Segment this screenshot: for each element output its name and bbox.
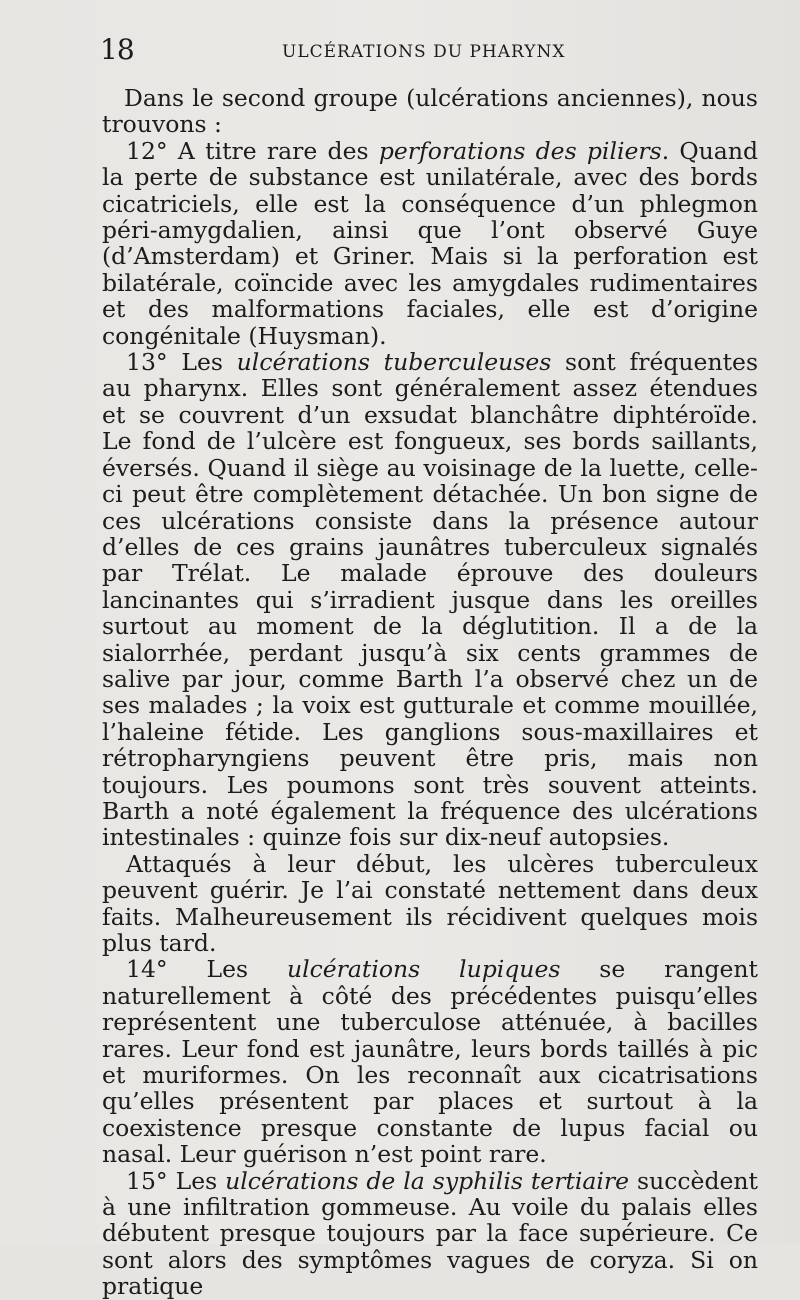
paragraph-text: Attaqués à leur début, les ulcères tuberculeux peuvent guérir. Je l’ai constaté nettement dans deux faits. Malheureusement ils récidivent quelques mois plus tard. <box>102 849 758 957</box>
paragraph <box>102 1168 758 1300</box>
paragraph-text: . Quand la perte de substance est unilatérale, avec des bords cicatriciels, elle est la conséquence d’un phlegmon péri-amygdalien, ainsi que l’ont observé Guye (d’Amsterdam) et Griner. Mais si la perforation est bilatérale, coïncide avec les amygdales rudimentaires et des malformations faciales, elle est d’origine congénitale (Huysman). <box>102 136 758 350</box>
paragraph-italic: ulcérations lupiques <box>286 955 561 984</box>
page-number: 18 <box>100 33 134 66</box>
paragraph <box>102 349 758 851</box>
paragraph-italic: ulcérations de la syphilis tertiaire <box>225 1166 630 1195</box>
paragraph <box>102 138 758 349</box>
paragraph-text: se rangent naturellement à côté des précédentes puisqu’elles représentent une tuberculose atténuée, à bacilles rares. Leur fond est jaunâtre, leurs bords taillés à pic et muriformes. On les reconnaît aux cicatrisations qu’elles présentent par places et surtout à la coexistence presque constante de lupus facial ou nasal. Leur guérison n’est point rare. <box>102 955 758 1169</box>
paragraph <box>102 85 758 138</box>
paragraph-text: Dans le second groupe (ulcérations anciennes), nous trouvons : <box>102 84 758 139</box>
paragraph-text: succèdent à une infiltration gommeuse. Au voile du palais elles débutent presque toujours par la face supérieure. Ce sont alors des symptômes vagues de coryza. Si on pratique <box>102 1166 758 1300</box>
paragraph-text: sont fréquentes au pharynx. Elles sont généralement assez étendues et se couvrent d’un exsudat blanchâtre diphtéroïde. Le fond de l’ulcère est fongueux, ses bords saillants, éversés. Quand il siège au voisinage de la luette, celle-ci peut être complètement détachée. Un bon signe de ces ulcérations consiste dans la présence autour d’elles de ces grains jaunâtres tuberculeux signalés par Trélat. Le malade éprouve des douleurs lancinantes qui s’irradient jusque dans les oreilles surtout au moment de la déglutition. Il a de la sialorrhée, perdant jusqu’à six cents grammes de salive par jour, comme Barth l’a observé chez un de ses malades ; la voix est gutturale et comme mouillée, l’haleine fétide. Les ganglions sous-maxillaires et rétropharyngiens peuvent être pris, mais non toujours. Les poumons sont très souvent atteints. Barth a noté également la fréquence des ulcérations intestinales : quinze fois sur dix-neuf autopsies. <box>102 348 759 852</box>
paragraph-text: 12° A titre rare des <box>126 136 379 165</box>
paragraph <box>102 851 758 957</box>
paragraph-text: 13° Les <box>126 348 237 377</box>
paragraph-text: 14° Les <box>126 955 287 984</box>
paragraph-italic: perforations des piliers <box>378 136 662 165</box>
paragraph <box>102 956 758 1167</box>
paragraph-italic: ulcérations tuberculeuses <box>236 348 552 377</box>
page-header <box>100 30 760 70</box>
paragraph-text: 15° Les <box>126 1166 226 1195</box>
body-text <box>102 85 758 1300</box>
running-title: ULCÉRATIONS DU PHARYNX <box>282 42 566 62</box>
